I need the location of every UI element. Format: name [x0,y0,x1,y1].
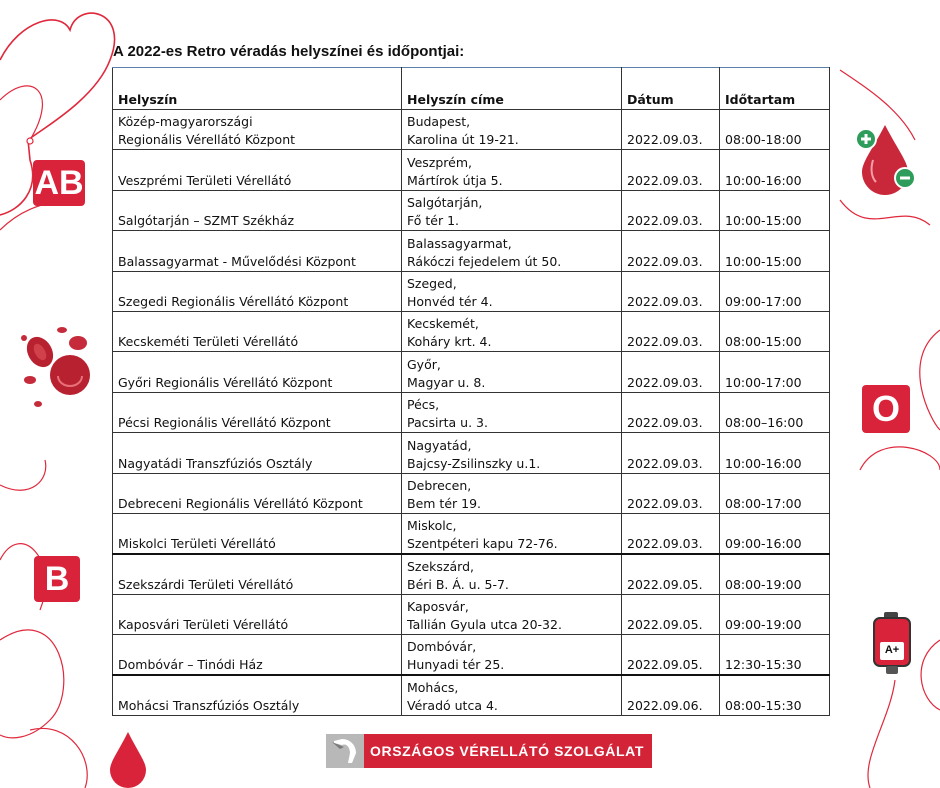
date-cell: 2022.09.03. [622,271,720,311]
table-row [113,311,830,351]
address-cell: Salgótarján, Fő tér 1. [402,190,622,230]
table-row [113,473,830,513]
blood-drop-plus-minus-icon [856,125,915,195]
date-cell: 2022.09.03. [622,352,720,392]
location-cell: Kecskeméti Területi Vérellátó [113,311,402,351]
ovsz-logo [326,734,652,768]
address-cell: Debrecen, Bem tér 19. [402,473,622,513]
duration-cell: 10:00-16:00 [720,150,830,190]
location-cell: Dombóvár – Tinódi Ház [113,635,402,675]
duration-cell: 08:00-18:00 [720,110,830,150]
date-cell: 2022.09.03. [622,473,720,513]
duration-cell: 10:00-15:00 [720,231,830,271]
address-cell: Győr, Magyar u. 8. [402,352,622,392]
table-row [113,635,830,675]
date-cell: 2022.09.03. [622,110,720,150]
location-cell: Nagyatádi Transzfúziós Osztály [113,433,402,473]
location-cell: Győri Regionális Vérellátó Központ [113,352,402,392]
address-cell: Szeged, Honvéd tér 4. [402,271,622,311]
address-cell: Balassagyarmat, Rákóczi fejedelem út 50. [402,231,622,271]
date-cell: 2022.09.05. [622,594,720,634]
date-cell: 2022.09.03. [622,190,720,230]
blood-type-b-badge: B [34,556,80,602]
duration-cell: 10:00-17:00 [720,352,830,392]
duration-cell: 08:00-17:00 [720,473,830,513]
location-cell: Veszprémi Területi Vérellátó [113,150,402,190]
blood-drop-icon [110,732,146,788]
location-cell: Közép-magyarországi Regionális Vérellátó Központ [113,110,402,150]
date-cell: 2022.09.03. [622,150,720,190]
date-cell: 2022.09.03. [622,392,720,432]
table-row [113,392,830,432]
blood-type-a-pos-label: A+ [884,644,900,656]
blood-type-ab-badge: AB [33,160,85,206]
address-cell: Szekszárd, Béri B. Á. u. 5-7. [402,554,622,594]
date-cell: 2022.09.05. [622,554,720,594]
column-header-date: Dátum [622,68,720,110]
column-header-address: Helyszín címe [402,68,622,110]
address-cell: Dombóvár, Hunyadi tér 25. [402,635,622,675]
location-cell: Szekszárdi Területi Vérellátó [113,554,402,594]
address-cell: Veszprém, Mártírok útja 5. [402,150,622,190]
address-cell: Pécs, Pacsirta u. 3. [402,392,622,432]
pelican-icon [326,734,364,768]
logo-text: ORSZÁGOS VÉRELLÁTÓ SZOLGÁLAT [364,734,652,768]
address-cell: Nagyatád, Bajcsy-Zsilinszky u.1. [402,433,622,473]
date-cell: 2022.09.03. [622,311,720,351]
table-row [113,433,830,473]
table-row [113,513,830,553]
table-row [113,110,830,150]
blood-bag-icon [874,612,910,674]
address-cell: Kaposvár, Tallián Gyula utca 20-32. [402,594,622,634]
duration-cell: 09:00-17:00 [720,271,830,311]
address-cell: Budapest, Karolina út 19-21. [402,110,622,150]
duration-cell: 12:30-15:30 [720,635,830,675]
duration-cell: 08:00-15:30 [720,675,830,715]
date-cell: 2022.09.06. [622,675,720,715]
duration-cell: 08:00–16:00 [720,392,830,432]
location-cell: Pécsi Regionális Vérellátó Központ [113,392,402,432]
column-header-duration: Időtartam [720,68,830,110]
location-cell: Mohácsi Transzfúziós Osztály [113,675,402,715]
table-row [113,594,830,634]
duration-cell: 09:00-16:00 [720,513,830,553]
location-cell: Szegedi Regionális Vérellátó Központ [113,271,402,311]
table-row [113,554,830,594]
duration-cell: 10:00-15:00 [720,190,830,230]
address-cell: Mohács, Véradó utca 4. [402,675,622,715]
column-header-location: Helyszín [113,68,402,110]
date-cell: 2022.09.03. [622,433,720,473]
date-cell: 2022.09.03. [622,513,720,553]
duration-cell: 08:00-15:00 [720,311,830,351]
table-header-row [113,68,830,110]
table-row [113,352,830,392]
table-row [113,190,830,230]
duration-cell: 09:00-19:00 [720,594,830,634]
date-cell: 2022.09.03. [622,231,720,271]
location-cell: Kaposvári Területi Vérellátó [113,594,402,634]
address-cell: Miskolc, Szentpéteri kapu 72-76. [402,513,622,553]
duration-cell: 10:00-16:00 [720,433,830,473]
location-cell: Salgótarján – SZMT Székház [113,190,402,230]
duration-cell: 08:00-19:00 [720,554,830,594]
address-cell: Kecskemét, Koháry krt. 4. [402,311,622,351]
location-cell: Balassagyarmat - Művelődési Központ [113,231,402,271]
page-title: A 2022-es Retro véradás helyszínei és időpontjai: [113,43,465,60]
schedule-table [112,67,830,716]
table-row [113,675,830,715]
table-row [113,231,830,271]
blood-cells-icon [21,327,90,407]
date-cell: 2022.09.05. [622,635,720,675]
location-cell: Miskolci Területi Vérellátó [113,513,402,553]
location-cell: Debreceni Regionális Vérellátó Központ [113,473,402,513]
blood-type-o-badge: O [862,385,910,433]
table-row [113,271,830,311]
table-row [113,150,830,190]
